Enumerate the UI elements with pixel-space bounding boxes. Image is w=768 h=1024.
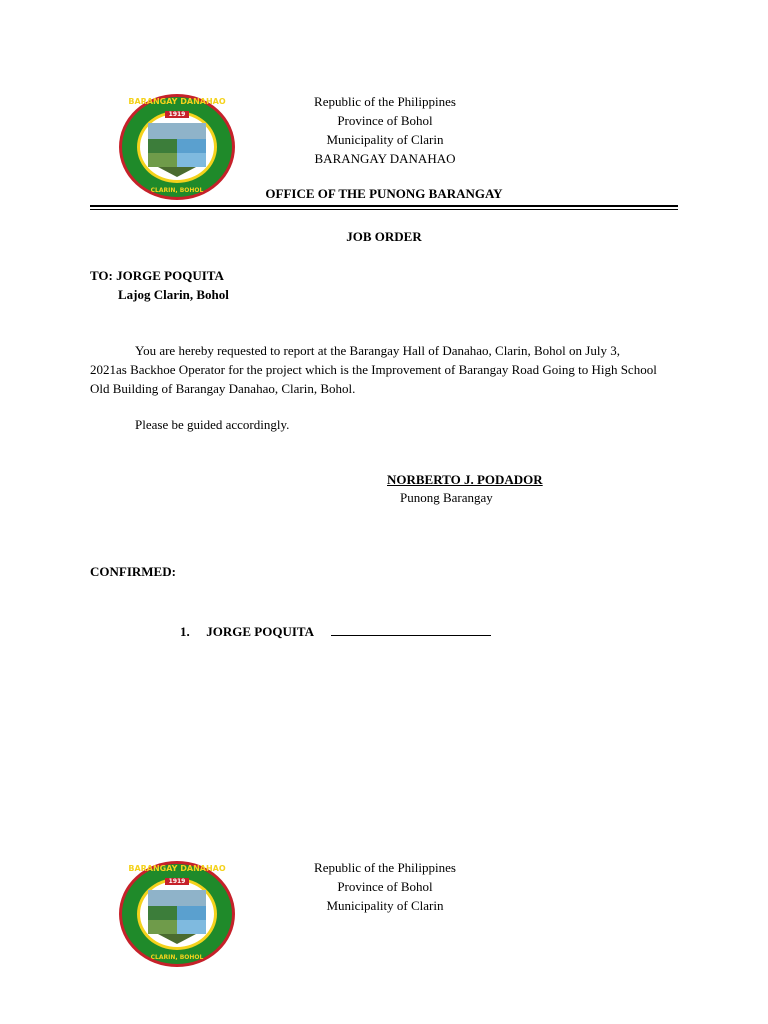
header-municipality: Municipality of Clarin: [326, 132, 444, 147]
seal-bottom-text: CLARIN, BOHOL: [150, 187, 204, 194]
header-2-province: Province of Bohol: [337, 879, 433, 894]
header-country: Republic of the Philippines: [314, 94, 456, 109]
signatory-position: Punong Barangay: [400, 490, 493, 505]
signatory-name: NORBERTO J. PODADOR: [387, 472, 543, 487]
confirm-item-name: JORGE POQUITA: [206, 624, 314, 639]
seal-top-text: BARANGAY DANAHAO: [128, 97, 226, 106]
header-province: Province of Bohol: [337, 113, 433, 128]
seal-2-bottom-text: CLARIN, BOHOL: [150, 954, 204, 961]
recipient-block: [90, 266, 229, 304]
confirm-item: [180, 622, 491, 640]
signature-line: [331, 622, 491, 636]
header-divider-thin: [90, 209, 678, 210]
closing-line: Please be guided accordingly.: [135, 417, 290, 432]
confirm-item-number: 1.: [180, 624, 190, 639]
seal-2-year: 1919: [168, 878, 186, 885]
header-divider-thick: [90, 205, 678, 207]
letterhead: [260, 92, 510, 168]
header-2-country: Republic of the Philippines: [314, 860, 456, 875]
document-title: JOB ORDER: [346, 229, 422, 244]
letterhead-2: [260, 858, 510, 915]
seal-year: 1919: [168, 111, 186, 118]
barangay-seal: [118, 93, 236, 201]
recipient-address: Lajog Clarin, Bohol: [118, 287, 229, 302]
seal-2-top-text: BARANGAY DANAHAO: [128, 864, 226, 873]
recipient-name: TO: JORGE POQUITA: [90, 268, 224, 283]
barangay-seal-2: [118, 860, 236, 968]
header-barangay: BARANGAY DANAHAO: [314, 151, 456, 166]
confirmed-label: CONFIRMED:: [90, 564, 176, 579]
office-title: OFFICE OF THE PUNONG BARANGAY: [265, 186, 503, 201]
header-2-municipality: Municipality of Clarin: [326, 898, 444, 913]
body-paragraph: You are hereby requested to report at the Barangay Hall of Danahao, Clarin, Bohol on July 3, 2021as Backhoe Operator for the project which is the Improvement of Barangay Road Going to High School Old Building of Barangay Danahao, Clarin, Bohol.: [90, 343, 657, 396]
